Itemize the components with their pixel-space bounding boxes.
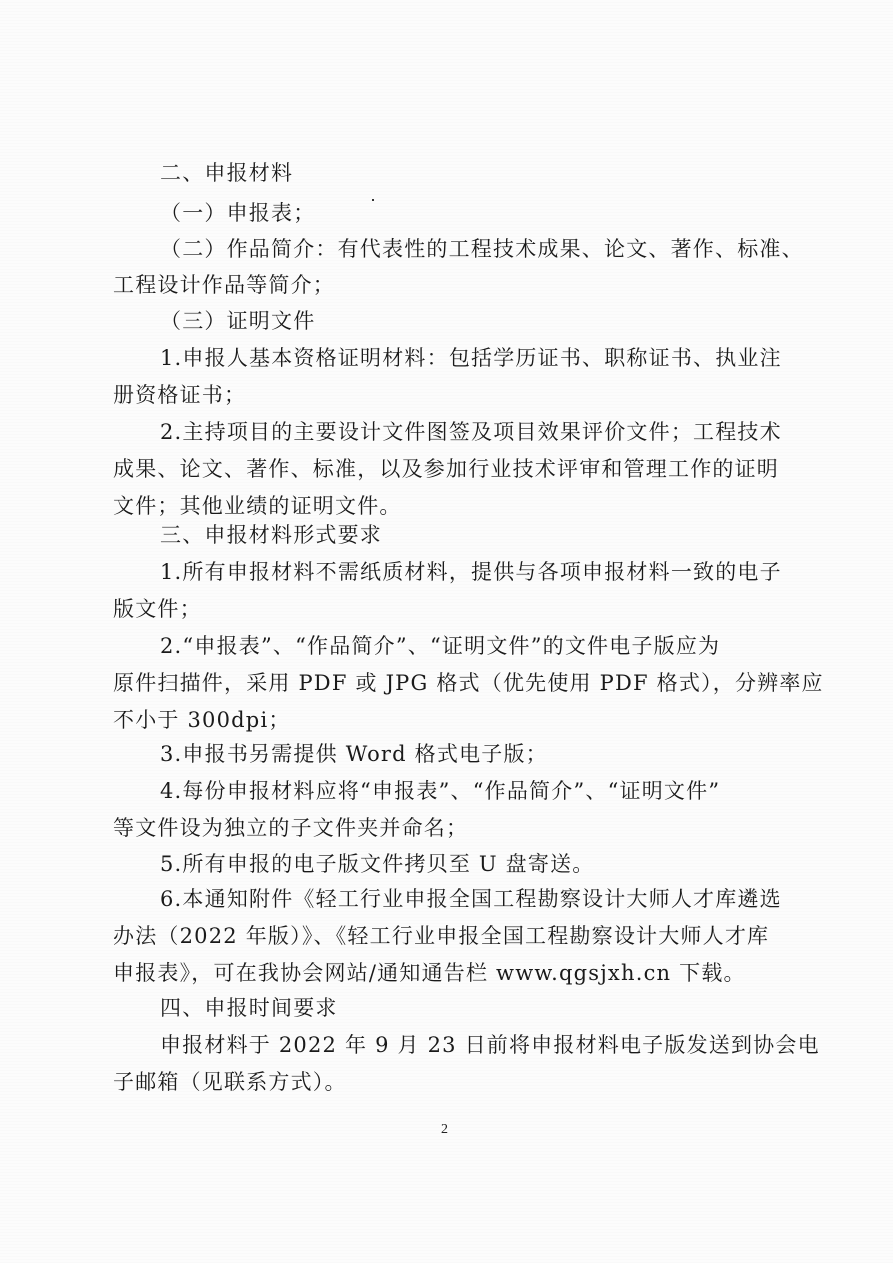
text-line: 申报表》，可在我协会网站/通知通告栏 www.qgsjxh.cn 下载。 xyxy=(113,961,746,985)
text-line: 子邮箱（见联系方式）。 xyxy=(113,1070,347,1094)
text-line: 成果、论文、著作、标准，以及参加行业技术评审和管理工作的证明 xyxy=(113,457,779,481)
text-line: 2.“申报表”、“作品简介”、“证明文件”的文件电子版应为 xyxy=(160,634,721,658)
page-number: 2 xyxy=(441,1122,448,1137)
text-line: 3.申报书另需提供 Word 格式电子版； xyxy=(160,742,548,766)
text-line: 申报材料于 2022 年 9 月 23 日前将申报材料电子版发送到协会电 xyxy=(160,1033,820,1057)
text-line: 二、申报材料 xyxy=(160,161,294,185)
text-line: 等文件设为独立的子文件夹并命名； xyxy=(113,816,469,840)
text-line: 1.申报人基本资格证明材料：包括学历证书、职称证书、执业注 xyxy=(160,346,782,370)
text-line: 6.本通知附件《轻工行业申报全国工程勘察设计大师人才库遴选 xyxy=(160,887,782,911)
text-line: 工程设计作品等简介； xyxy=(113,273,335,297)
text-line: 册资格证书； xyxy=(113,383,247,407)
scan-speck xyxy=(372,199,374,201)
text-line: 三、申报材料形式要求 xyxy=(160,523,382,547)
text-line: （二）作品简介：有代表性的工程技术成果、论文、著作、标准、 xyxy=(160,237,804,261)
text-line: （三）证明文件 xyxy=(160,309,316,333)
text-line: 文件；其他业绩的证明文件。 xyxy=(113,494,402,518)
text-line: 1.所有申报材料不需纸质材料，提供与各项申报材料一致的电子 xyxy=(160,560,782,584)
text-line: 2.主持项目的主要设计文件图签及项目效果评价文件；工程技术 xyxy=(160,420,782,444)
text-line: （一）申报表； xyxy=(160,201,316,225)
text-line: 4.每份申报材料应将“申报表”、“作品简介”、“证明文件” xyxy=(160,779,721,803)
text-line: 版文件； xyxy=(113,597,202,621)
text-line: 不小于 300dpi； xyxy=(113,708,291,732)
text-line: 四、申报时间要求 xyxy=(160,996,338,1020)
text-line: 办法（2022 年版）》、《轻工行业申报全国工程勘察设计大师人才库 xyxy=(113,924,770,948)
text-line: 5.所有申报的电子版文件拷贝至 U 盘寄送。 xyxy=(160,852,595,876)
text-line: 原件扫描件，采用 PDF 或 JPG 格式（优先使用 PDF 格式），分辨率应 xyxy=(113,671,824,695)
